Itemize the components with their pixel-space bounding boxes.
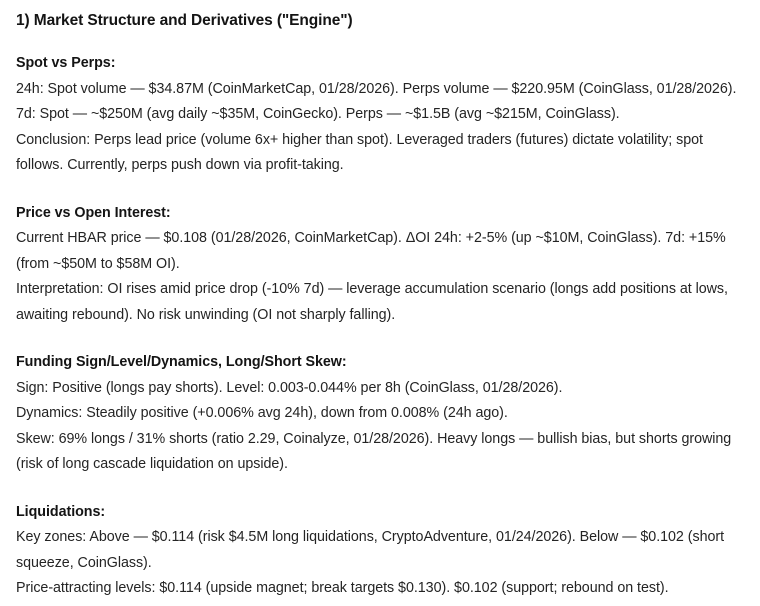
section-paragraph: Interpretation: OI rises amid price drop (-10% 7d) — leverage accumulation scenario (longs add positions at lows, awaiting rebound). No risk unwinding (OI not sharply falling). (16, 281, 728, 323)
section-paragraph: Skew: 69% longs / 31% shorts (ratio 2.29, Coinalyze, 01/28/2026). Heavy longs — bullish bias, but shorts growing (risk of long cascade liquidation on upside). (16, 430, 732, 472)
page-title: 1) Market Structure and Derivatives ("Engine") (16, 12, 353, 29)
section-paragraph: Sign: Positive (longs pay shorts). Level: 0.003-0.044% per 8h (CoinGlass, 01/28/2026). (16, 379, 563, 396)
section-heading: Price vs Open Interest: (16, 204, 171, 221)
section-liquidations (16, 500, 748, 602)
section-paragraph: Conclusion: Perps lead price (volume 6x+ higher than spot). Leveraged traders (futures) dictate volatility; spot follows. Currently, perps push down via profit-taking. (16, 131, 703, 173)
section-heading: Liquidations: (16, 503, 106, 520)
section-funding-and-skew (16, 350, 748, 478)
section-paragraph: Price-attracting levels: $0.114 (upside magnet; break targets $0.130). $0.102 (support; rebound on test). (16, 580, 669, 596)
section-price-vs-open-interest (16, 201, 748, 329)
section-paragraph: Current HBAR price — $0.108 (01/28/2026, CoinMarketCap). ΔOI 24h: +2-5% (up ~$10M, CoinGlass). 7d: +15% (from ~$50M to $58M OI). (16, 230, 726, 272)
section-heading: Spot vs Perps: (16, 55, 116, 71)
section-paragraph: Key zones: Above — $0.114 (risk $4.5M long liquidations, CryptoAdventure, 01/24/2026). Below — $0.102 (short squeeze, CoinGlass). (16, 529, 725, 571)
section-heading: Funding Sign/Level/Dynamics, Long/Short Skew: (16, 354, 347, 370)
section-spot-vs-perps (16, 51, 748, 179)
section-paragraph: 24h: Spot volume — $34.87M (CoinMarketCap, 01/28/2026). Perps volume — $220.95M (CoinGlass, 01/28/2026). 7d: Spot — ~$250M (avg daily ~$35M, CoinGecko). Perps — ~$1.5B (avg ~$215M, CoinGlass). (16, 80, 737, 122)
section-paragraph: Dynamics: Steadily positive (+0.006% avg 24h), down from 0.008% (24h ago). (16, 405, 508, 421)
